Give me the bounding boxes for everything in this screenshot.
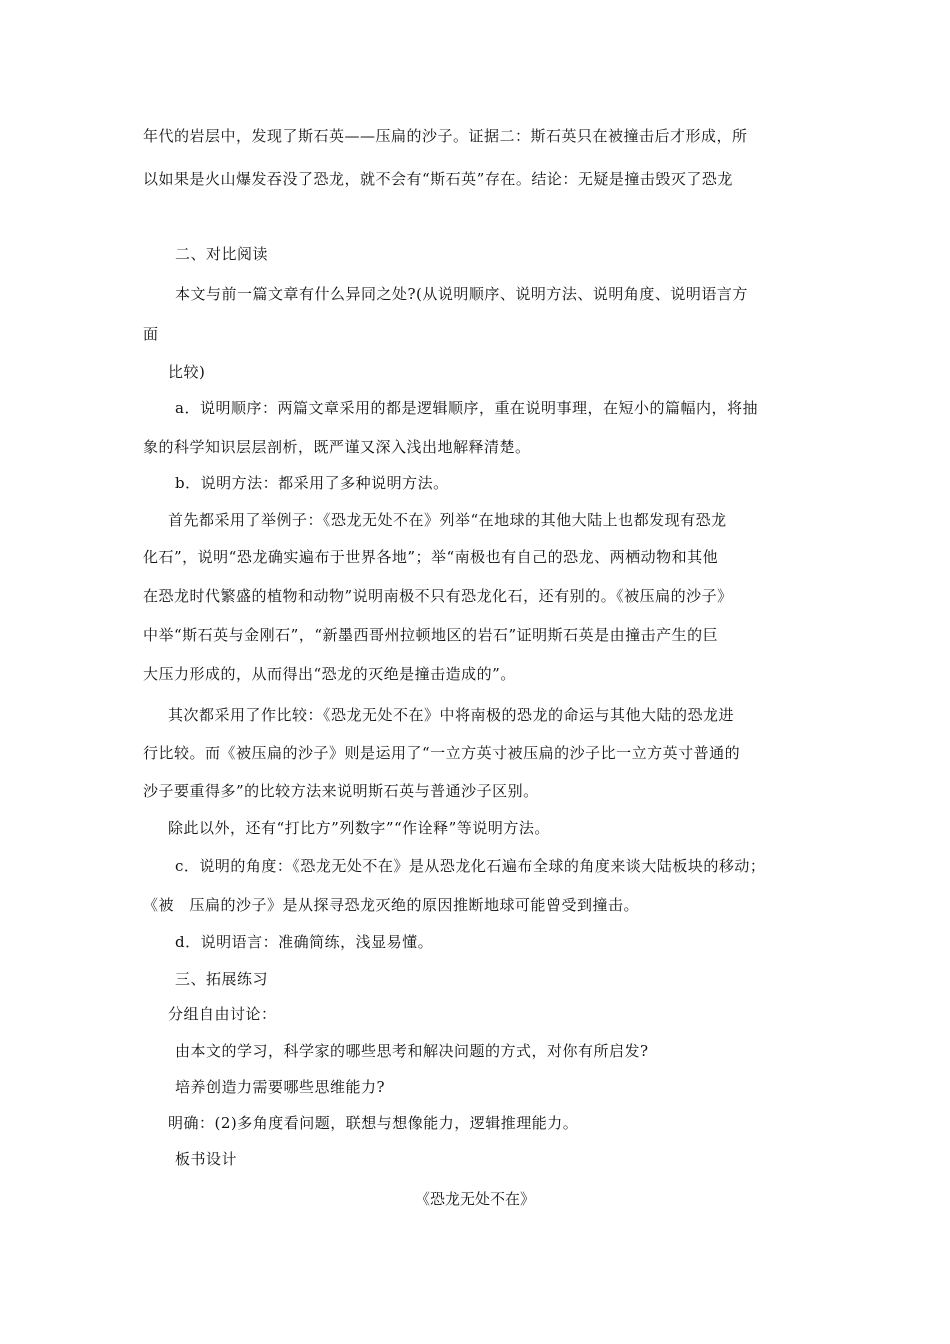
section-heading: 二、对比阅读 bbox=[175, 245, 269, 263]
paragraph-line: 除此以外，还有“打比方”列数字”“作诠释”等说明方法。 bbox=[168, 819, 550, 837]
paragraph-line: 面 bbox=[143, 325, 159, 343]
section-heading: 三、拓展练习 bbox=[175, 970, 269, 988]
section-heading: 板书设计 bbox=[175, 1150, 238, 1168]
paragraph-line: 分组自由讨论： bbox=[168, 1005, 277, 1023]
paragraph-line: a．说明顺序：两篇文章采用的都是逻辑顺序，重在说明事理，在短小的篇幅内，将抽 bbox=[175, 399, 758, 417]
paragraph-line: 象的科学知识层层剖析，既严谨又深入浅出地解释清楚。 bbox=[143, 438, 531, 456]
paragraph-line: 化石”，说明“恐龙确实遍布于世界各地”；举“南极也有自己的恐龙、两栖动物和其他 bbox=[143, 548, 719, 566]
paragraph-line: 首先都采用了举例子：《恐龙无处不在》列举“在地球的其他大陆上也都发现有恐龙 bbox=[168, 511, 727, 529]
paragraph-line: 大压力形成的，从而得出“恐龙的灭绝是撞击造成的”。 bbox=[143, 665, 516, 683]
paragraph-line: 年代的岩层中，发现了斯石英——压扁的沙子。证据二：斯石英只在被撞击后才形成，所 bbox=[143, 127, 748, 145]
paragraph-line: 行比较。而《被压扁的沙子》则是运用了“一立方英寸被压扁的沙子比一立方英寸普通的 bbox=[143, 744, 741, 762]
paragraph-line: 比较) bbox=[168, 363, 206, 381]
paragraph-line: d．说明语言：准确简练，浅显易懂。 bbox=[175, 933, 434, 951]
board-title: 《恐龙无处不在》 bbox=[414, 1190, 535, 1208]
paragraph-line: 在恐龙时代繁盛的植物和动物”说明南极不只有恐龙化石，还有别的。《被压扁的沙子》 bbox=[143, 587, 733, 605]
paragraph-line: 沙子要重得多”的比较方法来说明斯石英与普通沙子区别。 bbox=[143, 782, 539, 800]
paragraph-line: 以如果是火山爆发吞没了恐龙，就不会有“斯石英”存在。结论：无疑是撞击毁灭了恐龙 bbox=[143, 170, 733, 188]
paragraph-line: 由本文的学习，科学家的哪些思考和解决问题的方式，对你有所启发? bbox=[175, 1042, 649, 1060]
paragraph-line: 明确：(2)多角度看问题，联想与想像能力，逻辑推理能力。 bbox=[168, 1114, 579, 1132]
paragraph-line: 中举“斯石英与金刚石”，“新墨西哥州拉顿地区的岩石”证明斯石英是由撞击产生的巨 bbox=[143, 626, 719, 644]
paragraph-line: 培养创造力需要哪些思维能力? bbox=[175, 1078, 386, 1096]
paragraph-line: 本文与前一篇文章有什么异同之处?(从说明顺序、说明方法、说明角度、说明语言方 bbox=[175, 285, 748, 303]
paragraph-line: 《被 压扁的沙子》是从探寻恐龙灭绝的原因推断地球可能曾受到撞击。 bbox=[143, 896, 640, 914]
paragraph-line: c．说明的角度：《恐龙无处不在》是从恐龙化石遍布全球的角度来谈大陆板块的移动； bbox=[175, 857, 766, 875]
paragraph-line: 其次都采用了作比较：《恐龙无处不在》中将南极的恐龙的命运与其他大陆的恐龙进 bbox=[168, 706, 735, 724]
paragraph-line: b．说明方法：都采用了多种说明方法。 bbox=[175, 474, 449, 492]
